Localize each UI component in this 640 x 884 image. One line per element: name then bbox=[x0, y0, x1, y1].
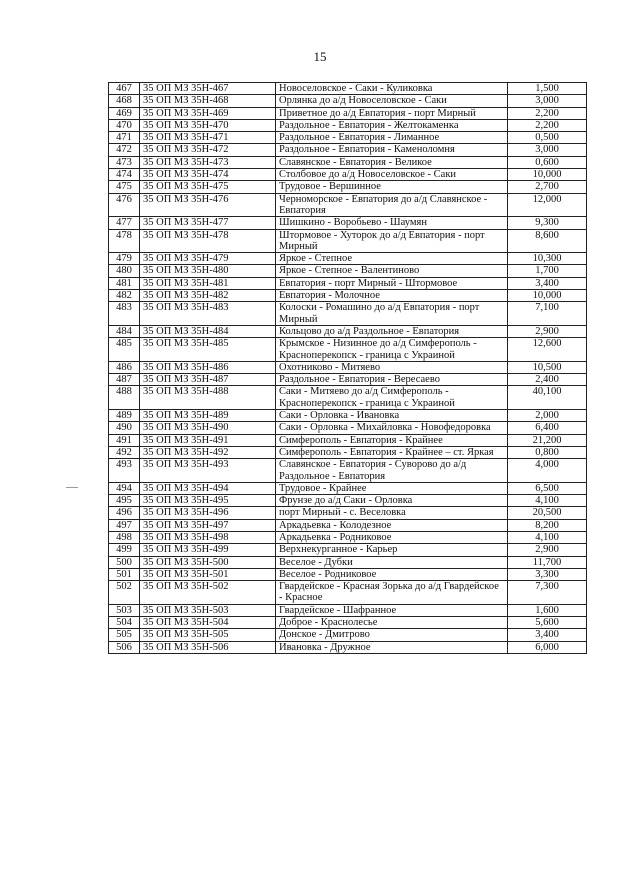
road-id: 35 ОП МЗ 35Н-481 bbox=[140, 277, 276, 289]
road-id: 35 ОП МЗ 35Н-482 bbox=[140, 290, 276, 302]
table-row bbox=[109, 374, 587, 386]
road-length: 2,700 bbox=[508, 181, 587, 193]
table-row bbox=[109, 83, 587, 95]
roads-table bbox=[108, 82, 587, 654]
road-name: Фрунзе до а/д Саки - Орловка bbox=[276, 495, 508, 507]
road-id: 35 ОП МЗ 35Н-485 bbox=[140, 338, 276, 362]
table-row bbox=[109, 181, 587, 193]
row-number: 490 bbox=[109, 422, 140, 434]
road-length: 6,400 bbox=[508, 422, 587, 434]
row-number: 481 bbox=[109, 277, 140, 289]
road-length: 10,000 bbox=[508, 169, 587, 181]
row-number: 471 bbox=[109, 132, 140, 144]
row-number: 477 bbox=[109, 217, 140, 229]
road-id: 35 ОП МЗ 35Н-468 bbox=[140, 95, 276, 107]
road-id: 35 ОП МЗ 35Н-505 bbox=[140, 629, 276, 641]
row-number: 504 bbox=[109, 617, 140, 629]
row-number: 480 bbox=[109, 265, 140, 277]
table-row bbox=[109, 290, 587, 302]
road-name: Яркое - Степное - Валентиново bbox=[276, 265, 508, 277]
row-number: 479 bbox=[109, 253, 140, 265]
road-name: Раздольное - Евпатория - Лиманное bbox=[276, 132, 508, 144]
road-length: 20,500 bbox=[508, 507, 587, 519]
row-number: 476 bbox=[109, 193, 140, 217]
row-number: 482 bbox=[109, 290, 140, 302]
road-name: Новоселовское - Саки - Куликовка bbox=[276, 83, 508, 95]
road-length: 7,300 bbox=[508, 581, 587, 605]
row-number: 467 bbox=[109, 83, 140, 95]
road-id: 35 ОП МЗ 35Н-495 bbox=[140, 495, 276, 507]
road-length: 10,000 bbox=[508, 290, 587, 302]
road-id: 35 ОП МЗ 35Н-477 bbox=[140, 217, 276, 229]
road-id: 35 ОП МЗ 35Н-475 bbox=[140, 181, 276, 193]
road-length: 6,500 bbox=[508, 482, 587, 494]
road-id: 35 ОП МЗ 35Н-471 bbox=[140, 132, 276, 144]
margin-dash-mark bbox=[66, 487, 78, 488]
road-name: Славянское - Евпатория - Суворово до а/д Раздольное - Евпатория bbox=[276, 459, 508, 483]
row-number: 475 bbox=[109, 181, 140, 193]
table-row bbox=[109, 169, 587, 181]
row-number: 488 bbox=[109, 386, 140, 410]
row-number: 492 bbox=[109, 446, 140, 458]
road-length: 1,500 bbox=[508, 83, 587, 95]
row-number: 469 bbox=[109, 107, 140, 119]
row-number: 487 bbox=[109, 374, 140, 386]
table-row bbox=[109, 556, 587, 568]
road-id: 35 ОП МЗ 35Н-473 bbox=[140, 156, 276, 168]
road-id: 35 ОП МЗ 35Н-491 bbox=[140, 434, 276, 446]
row-number: 468 bbox=[109, 95, 140, 107]
row-number: 472 bbox=[109, 144, 140, 156]
table-row bbox=[109, 338, 587, 362]
road-name: Шишкино - Воробьево - Шаумян bbox=[276, 217, 508, 229]
road-length: 12,600 bbox=[508, 338, 587, 362]
row-number: 503 bbox=[109, 604, 140, 616]
road-name: Раздольное - Евпатория - Вересаево bbox=[276, 374, 508, 386]
road-length: 21,200 bbox=[508, 434, 587, 446]
road-name: Охотниково - Митяево bbox=[276, 361, 508, 373]
road-length: 2,200 bbox=[508, 107, 587, 119]
road-id: 35 ОП МЗ 35Н-476 bbox=[140, 193, 276, 217]
table-row bbox=[109, 581, 587, 605]
road-id: 35 ОП МЗ 35Н-504 bbox=[140, 617, 276, 629]
table-row bbox=[109, 229, 587, 253]
road-length: 3,000 bbox=[508, 95, 587, 107]
road-name: Аркадьевка - Колодезное bbox=[276, 519, 508, 531]
road-id: 35 ОП МЗ 35Н-478 bbox=[140, 229, 276, 253]
road-name: Симферополь - Евпатория - Крайнее – ст. Яркая bbox=[276, 446, 508, 458]
road-name: Орлянка до а/д Новоселовское - Саки bbox=[276, 95, 508, 107]
road-name: Симферополь - Евпатория - Крайнее bbox=[276, 434, 508, 446]
table-row bbox=[109, 386, 587, 410]
table-row bbox=[109, 568, 587, 580]
road-length: 1,700 bbox=[508, 265, 587, 277]
row-number: 495 bbox=[109, 495, 140, 507]
table-row bbox=[109, 410, 587, 422]
road-length: 0,600 bbox=[508, 156, 587, 168]
row-number: 493 bbox=[109, 459, 140, 483]
table-row bbox=[109, 531, 587, 543]
table-row bbox=[109, 641, 587, 653]
road-id: 35 ОП МЗ 35Н-479 bbox=[140, 253, 276, 265]
row-number: 491 bbox=[109, 434, 140, 446]
table-row bbox=[109, 253, 587, 265]
road-id: 35 ОП МЗ 35Н-497 bbox=[140, 519, 276, 531]
road-length: 7,100 bbox=[508, 302, 587, 326]
road-id: 35 ОП МЗ 35Н-488 bbox=[140, 386, 276, 410]
table-row bbox=[109, 507, 587, 519]
row-number: 506 bbox=[109, 641, 140, 653]
road-length: 3,000 bbox=[508, 144, 587, 156]
road-length: 11,700 bbox=[508, 556, 587, 568]
table-row bbox=[109, 107, 587, 119]
row-number: 486 bbox=[109, 361, 140, 373]
road-id: 35 ОП МЗ 35Н-470 bbox=[140, 119, 276, 131]
road-name: Донское - Дмитрово bbox=[276, 629, 508, 641]
road-id: 35 ОП МЗ 35Н-494 bbox=[140, 482, 276, 494]
road-name: Раздольное - Евпатория - Каменоломня bbox=[276, 144, 508, 156]
road-name: Штормовое - Хуторок до а/д Евпатория - порт Мирный bbox=[276, 229, 508, 253]
row-number: 474 bbox=[109, 169, 140, 181]
road-id: 35 ОП МЗ 35Н-498 bbox=[140, 531, 276, 543]
road-name: Веселое - Дубки bbox=[276, 556, 508, 568]
road-length: 2,900 bbox=[508, 325, 587, 337]
row-number: 494 bbox=[109, 482, 140, 494]
table-row bbox=[109, 544, 587, 556]
road-name: Крымское - Низинное до а/д Симферополь - Красноперекопск - граница с Украиной bbox=[276, 338, 508, 362]
road-length: 8,600 bbox=[508, 229, 587, 253]
road-length: 4,100 bbox=[508, 495, 587, 507]
road-id: 35 ОП МЗ 35Н-472 bbox=[140, 144, 276, 156]
table-row bbox=[109, 459, 587, 483]
row-number: 497 bbox=[109, 519, 140, 531]
road-id: 35 ОП МЗ 35Н-467 bbox=[140, 83, 276, 95]
row-number: 501 bbox=[109, 568, 140, 580]
road-id: 35 ОП МЗ 35Н-486 bbox=[140, 361, 276, 373]
road-length: 3,300 bbox=[508, 568, 587, 580]
road-length: 3,400 bbox=[508, 629, 587, 641]
road-id: 35 ОП МЗ 35Н-502 bbox=[140, 581, 276, 605]
table-row bbox=[109, 265, 587, 277]
table-row bbox=[109, 132, 587, 144]
page-number: 15 bbox=[313, 49, 327, 64]
road-name: Верхнекурганное - Карьер bbox=[276, 544, 508, 556]
road-id: 35 ОП МЗ 35Н-492 bbox=[140, 446, 276, 458]
road-name: Славянское - Евпатория - Великое bbox=[276, 156, 508, 168]
road-name: Черноморское - Евпатория до а/д Славянское - Евпатория bbox=[276, 193, 508, 217]
row-number: 483 bbox=[109, 302, 140, 326]
road-id: 35 ОП МЗ 35Н-489 bbox=[140, 410, 276, 422]
row-number: 502 bbox=[109, 581, 140, 605]
road-length: 2,000 bbox=[508, 410, 587, 422]
row-number: 473 bbox=[109, 156, 140, 168]
road-id: 35 ОП МЗ 35Н-484 bbox=[140, 325, 276, 337]
roads-table-body bbox=[109, 83, 587, 654]
row-number: 500 bbox=[109, 556, 140, 568]
road-length: 9,300 bbox=[508, 217, 587, 229]
road-name: Евпатория - порт Мирный - Штормовое bbox=[276, 277, 508, 289]
road-id: 35 ОП МЗ 35Н-506 bbox=[140, 641, 276, 653]
table-row bbox=[109, 119, 587, 131]
road-id: 35 ОП МЗ 35Н-496 bbox=[140, 507, 276, 519]
road-name: Яркое - Степное bbox=[276, 253, 508, 265]
road-id: 35 ОП МЗ 35Н-503 bbox=[140, 604, 276, 616]
road-length: 40,100 bbox=[508, 386, 587, 410]
table-row bbox=[109, 325, 587, 337]
table-row bbox=[109, 482, 587, 494]
row-number: 499 bbox=[109, 544, 140, 556]
road-length: 5,600 bbox=[508, 617, 587, 629]
road-id: 35 ОП МЗ 35Н-499 bbox=[140, 544, 276, 556]
road-length: 10,300 bbox=[508, 253, 587, 265]
table-row bbox=[109, 434, 587, 446]
road-name: Колоски - Ромашино до а/д Евпатория - порт Мирный bbox=[276, 302, 508, 326]
row-number: 478 bbox=[109, 229, 140, 253]
row-number: 484 bbox=[109, 325, 140, 337]
road-name: Веселое - Родниковое bbox=[276, 568, 508, 580]
road-length: 4,100 bbox=[508, 531, 587, 543]
road-id: 35 ОП МЗ 35Н-501 bbox=[140, 568, 276, 580]
table-row bbox=[109, 144, 587, 156]
row-number: 489 bbox=[109, 410, 140, 422]
road-length: 6,000 bbox=[508, 641, 587, 653]
table-row bbox=[109, 156, 587, 168]
table-row bbox=[109, 446, 587, 458]
road-id: 35 ОП МЗ 35Н-490 bbox=[140, 422, 276, 434]
road-length: 2,200 bbox=[508, 119, 587, 131]
road-name: порт Мирный - с. Веселовка bbox=[276, 507, 508, 519]
road-length: 0,500 bbox=[508, 132, 587, 144]
road-name: Саки - Орловка - Ивановка bbox=[276, 410, 508, 422]
road-name: Трудовое - Вершинное bbox=[276, 181, 508, 193]
table-row bbox=[109, 495, 587, 507]
table-row bbox=[109, 361, 587, 373]
road-length: 10,500 bbox=[508, 361, 587, 373]
road-name: Саки - Орловка - Михайловка - Новофедоровка bbox=[276, 422, 508, 434]
road-id: 35 ОП МЗ 35Н-483 bbox=[140, 302, 276, 326]
road-length: 3,400 bbox=[508, 277, 587, 289]
road-name: Приветное до а/д Евпатория - порт Мирный bbox=[276, 107, 508, 119]
row-number: 498 bbox=[109, 531, 140, 543]
road-length: 0,800 bbox=[508, 446, 587, 458]
table-row bbox=[109, 422, 587, 434]
table-row bbox=[109, 604, 587, 616]
road-id: 35 ОП МЗ 35Н-480 bbox=[140, 265, 276, 277]
table-row bbox=[109, 302, 587, 326]
road-name: Саки - Митяево до а/д Симферополь - Красноперекопск - граница с Украиной bbox=[276, 386, 508, 410]
road-id: 35 ОП МЗ 35Н-474 bbox=[140, 169, 276, 181]
road-name: Раздольное - Евпатория - Желтокаменка bbox=[276, 119, 508, 131]
road-length: 2,400 bbox=[508, 374, 587, 386]
row-number: 470 bbox=[109, 119, 140, 131]
road-length: 12,000 bbox=[508, 193, 587, 217]
road-length: 1,600 bbox=[508, 604, 587, 616]
road-length: 2,900 bbox=[508, 544, 587, 556]
road-name: Аркадьевка - Родниковое bbox=[276, 531, 508, 543]
road-id: 35 ОП МЗ 35Н-493 bbox=[140, 459, 276, 483]
road-name: Ивановка - Дружное bbox=[276, 641, 508, 653]
road-name: Трудовое - Крайнее bbox=[276, 482, 508, 494]
road-name: Столбовое до а/д Новоселовское - Саки bbox=[276, 169, 508, 181]
table-row bbox=[109, 193, 587, 217]
table-row bbox=[109, 95, 587, 107]
road-name: Гвардейское - Красная Зорька до а/д Гвардейское - Красное bbox=[276, 581, 508, 605]
road-id: 35 ОП МЗ 35Н-500 bbox=[140, 556, 276, 568]
table-row bbox=[109, 629, 587, 641]
road-name: Евпатория - Молочное bbox=[276, 290, 508, 302]
table-row bbox=[109, 277, 587, 289]
table-row bbox=[109, 217, 587, 229]
road-id: 35 ОП МЗ 35Н-469 bbox=[140, 107, 276, 119]
road-length: 8,200 bbox=[508, 519, 587, 531]
road-length: 4,000 bbox=[508, 459, 587, 483]
road-id: 35 ОП МЗ 35Н-487 bbox=[140, 374, 276, 386]
road-name: Гвардейское - Шафранное bbox=[276, 604, 508, 616]
road-name: Кольцово до а/д Раздольное - Евпатория bbox=[276, 325, 508, 337]
row-number: 505 bbox=[109, 629, 140, 641]
row-number: 485 bbox=[109, 338, 140, 362]
road-name: Доброе - Краснолесье bbox=[276, 617, 508, 629]
row-number: 496 bbox=[109, 507, 140, 519]
table-row bbox=[109, 519, 587, 531]
table-row bbox=[109, 617, 587, 629]
